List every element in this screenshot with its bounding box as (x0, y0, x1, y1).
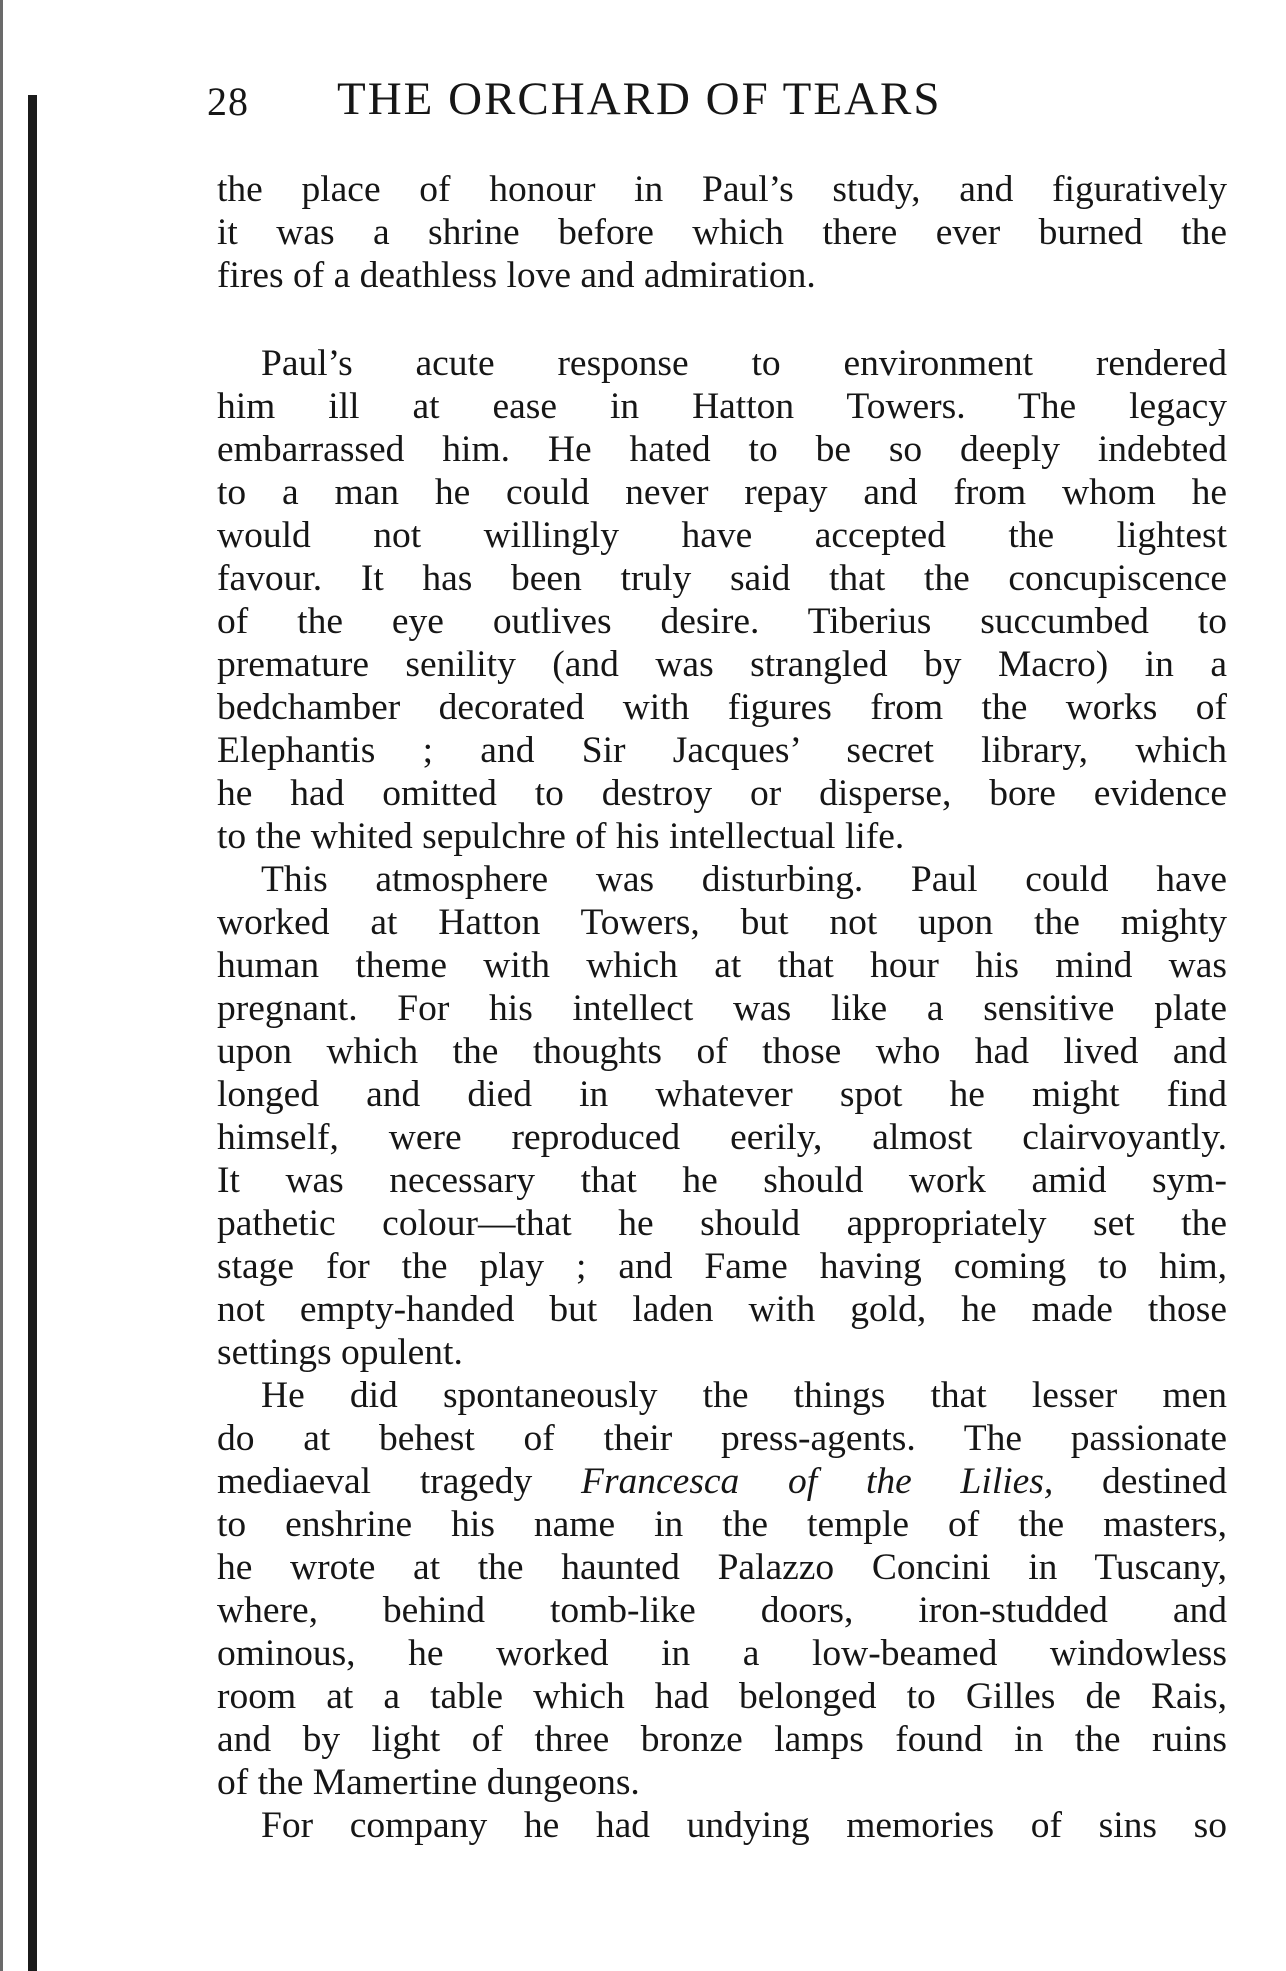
page-number: 28 (207, 79, 249, 124)
page-edge-line (0, 0, 3, 1971)
play-title: Francesca of the Lilies, (581, 1461, 1054, 1502)
text-segment: destined (1053, 1461, 1227, 1502)
text-line: of the Mamertine dungeons. (217, 1762, 640, 1803)
text-line (217, 1460, 1227, 1503)
text-segment: mediaeval tragedy (217, 1461, 582, 1502)
text-line: would not willingly have accepted the lightest (217, 515, 1227, 556)
text-line: settings opulent. (217, 1332, 463, 1373)
text-line: to enshrine his name in the temple of the masters, (217, 1504, 1227, 1545)
text-line: Paul’s acute response to environment rendered (261, 343, 1227, 384)
text-line: This atmosphere was disturbing. Paul could have (261, 859, 1227, 900)
text-line: stage for the play ; and Fame having coming to him, (217, 1246, 1227, 1287)
text-line: worked at Hatton Towers, but not upon the mighty (217, 902, 1227, 943)
text-line: room at a table which had belonged to Gilles de Rais, (217, 1676, 1227, 1717)
text-line: For company he had undying memories of sins so (261, 1805, 1227, 1846)
text-line: the place of honour in Paul’s study, and figuratively (217, 169, 1227, 210)
text-line: pregnant. For his intellect was like a sensitive plate (217, 988, 1227, 1029)
text-line: premature senility (and was strangled by Macro) in a (217, 644, 1227, 685)
text-line: he had omitted to destroy or disperse, bore evidence (217, 773, 1227, 814)
text-line: It was necessary that he should work amid sym- (217, 1160, 1227, 1201)
text-line: he wrote at the haunted Palazzo Concini in Tuscany, (217, 1547, 1227, 1588)
text-line: He did spontaneously the things that lesser men (261, 1375, 1227, 1416)
text-line: to a man he could never repay and from whom he (217, 472, 1227, 513)
text-line: embarrassed him. He hated to be so deeply indebted (217, 429, 1227, 470)
text-line: it was a shrine before which there ever burned the (217, 212, 1227, 253)
text-line: do at behest of their press-agents. The passionate (217, 1418, 1227, 1459)
text-line: himself, were reproduced eerily, almost clairvoyantly. (217, 1117, 1227, 1158)
text-line: favour. It has been truly said that the concupiscence (217, 558, 1227, 599)
text-line: him ill at ease in Hatton Towers. The legacy (217, 386, 1227, 427)
text-line: not empty-handed but laden with gold, he made those (217, 1289, 1227, 1330)
paragraph-gap (217, 297, 1227, 342)
text-line: and by light of three bronze lamps found in the ruins (217, 1719, 1227, 1760)
text-line: Elephantis ; and Sir Jacques’ secret library, which (217, 730, 1227, 771)
text-line: upon which the thoughts of those who had lived and (217, 1031, 1227, 1072)
body-text (217, 168, 1227, 1847)
text-line: human theme with which at that hour his mind was (217, 945, 1227, 986)
text-line: to the whited sepulchre of his intellectual life. (217, 816, 905, 857)
running-header (207, 72, 1217, 132)
running-title: THE ORCHARD OF TEARS (337, 73, 942, 125)
text-line: fires of a deathless love and admiration. (217, 255, 816, 296)
text-line: bedchamber decorated with figures from the works of (217, 687, 1227, 728)
text-line: where, behind tomb-like doors, iron-studded and (217, 1590, 1227, 1631)
text-line: longed and died in whatever spot he might find (217, 1074, 1227, 1115)
text-line: pathetic colour—that he should appropriately set the (217, 1203, 1227, 1244)
text-line: of the eye outlives desire. Tiberius succumbed to (217, 601, 1227, 642)
text-line: ominous, he worked in a low-beamed windowless (217, 1633, 1227, 1674)
book-gutter-shadow (28, 95, 37, 1971)
